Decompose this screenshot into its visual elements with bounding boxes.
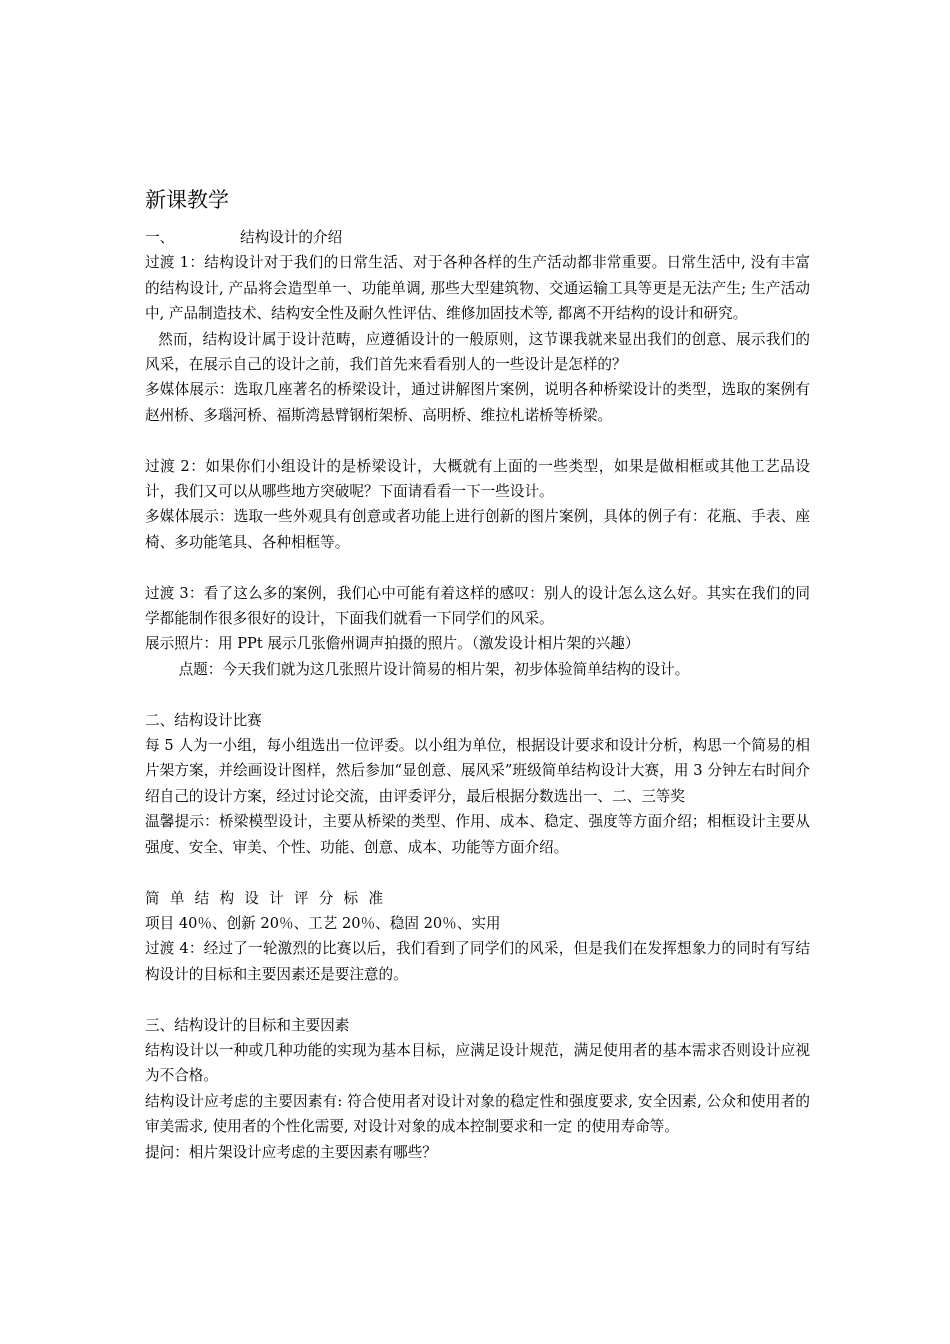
paragraph-however: 然而，结构设计属于设计范畴，应遵循设计的一般原则，这节课我就来显出我们的创意、展示我们的风采，在展示自己的设计之前，我们首先来看看别人的一些设计是怎样的？ [145,330,810,374]
paragraph-factors: 结构设计应考虑的主要因素有: 符合使用者对设计对象的稳定性和强度要求, 安全因素, 公众和使用者的审美需求, 使用者的个性化需要, 对设计对象的成本控制要求和一定 的使用寿命等。 [145,1092,810,1136]
page-title: 新课教学 [145,188,229,212]
blank-line [145,987,810,1012]
paragraph-tips: 温馨提示：桥梁模型设计，主要从桥梁的类型、作用、成本、稳定、强度等方面介绍；相框设计主要从强度、安全、审美、个性、功能、创意、成本、功能等方面介绍。 [145,813,810,856]
paragraph-transition-1: 过渡 1：结构设计对于我们的日常生活、对于各种各样的生产活动都非常重要。日常生活中, 没有丰富的结构设计, 产品将会造型单一、功能单调, 那些大型建筑物、交通运输工具等更是无法产生; 生产活动中, 产品制造技术、结构安全性及耐久性评估、维修加固技术等, 都离不开结构的设计和研究。 [145,254,810,323]
blank-line [145,682,810,707]
paragraph-multimedia-2: 多媒体展示：选取一些外观具有创意或者功能上进行创新的图片案例，具体的例子有：花瓶、手表、座椅、多功能笔具、各种相框等。 [145,508,810,551]
paragraph-transition-3: 过渡 3：看了这么多的案例，我们心中可能有着这样的感叹：别人的设计怎么这么好。其实在我们的同学都能制作很多很好的设计，下面我们就看一下同学们的风采。 [145,584,810,628]
paragraph-photo-display: 展示照片：用 PPt 展示几张儋州调声拍摄的照片。（激发设计相片架的兴趣） [145,635,640,653]
paragraph-multimedia-1: 多媒体展示：选取几座著名的桥梁设计，通过讲解图片案例，说明各种桥梁设计的类型，选取的案例有赵州桥、多瑙河桥、福斯湾悬臂钢桁架桥、高明桥、维拉札诺桥等桥梁。 [145,381,810,424]
criteria-items: 项目 40％、创新 20％、工艺 20％、稳固 20％、实用 [145,914,501,932]
blank-line [145,860,810,885]
blank-line [145,428,810,453]
document-body [145,225,810,1165]
paragraph-transition-2: 过渡 2：如果你们小组设计的是桥梁设计，大概就有上面的一些类型，如果是做相框或其他工艺品设计，我们又可以从哪些地方突破呢？下面请看看一下一些设计。 [145,457,810,501]
section-heading-1 [145,225,810,250]
section-title: 结构设计的介绍 [240,229,343,246]
blank-line [145,555,810,580]
paragraph-question: 提问：相片架设计应考虑的主要因素有哪些？ [145,1143,437,1161]
paragraph-goal: 结构设计以一种或几种功能的实现为基本目标，应满足设计规范，满足使用者的基本需求否则设计应视为不合格。 [145,1041,810,1085]
section-heading-3: 三、结构设计的目标和主要因素 [145,1016,350,1034]
criteria-title: 简单结构设计评分标准 [145,889,394,907]
section-heading-2: 二、结构设计比赛 [145,711,262,729]
paragraph-transition-4: 过渡 4：经过了一轮激烈的比赛以后，我们看到了同学们的风采，但是我们在发挥想象力的同时有写结构设计的目标和主要因素还是要注意的。 [145,940,810,983]
section-number: 一、 [145,229,175,246]
paragraph-topic: 点题：今天我们就为这几张照片设计简易的相片架，初步体验简单结构的设计。 [178,660,690,678]
paragraph-competition: 每 5 人为一小组，每小组选出一位评委。以小组为单位，根据设计要求和设计分析，构思一个简易的相片架方案，并绘画设计图样，然后参加“显创意、展风采”班级简单结构设计大赛，用 3 分钟左右时间介绍自己的设计方案，经过讨论交流，由评委评分，最后根据分数选出一、二、三等奖 [145,737,810,805]
